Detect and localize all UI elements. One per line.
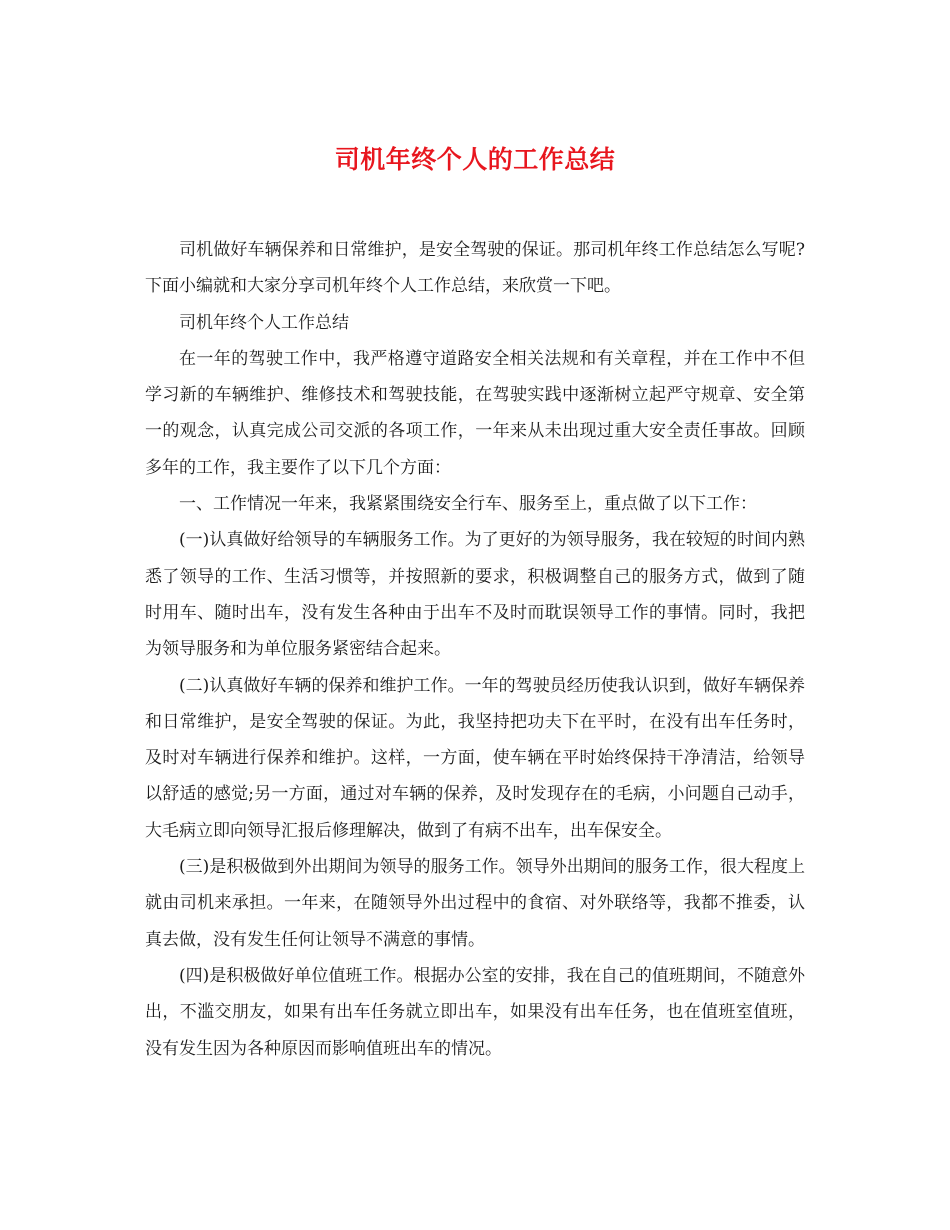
intro-paragraph: 司机做好车辆保养和日常维护，是安全驾驶的保证。那司机年终工作总结怎么写呢?下面小编就和大家分享司机年终个人工作总结，来欣赏一下吧。 [145,240,805,297]
item-three-paragraph: (三)是积极做到外出期间为领导的服务工作。领导外出期间的服务工作，很大程度上就由司机来承担。一年来，在随领导外出过程中的食宿、对外联络等，我都不推委，认真去做，没有发生任何让领导不满意的事情。 [145,857,805,950]
work-situation-paragraph: 一、工作情况一年来，我紧紧围绕安全行车、服务至上，重点做了以下工作： [179,494,757,515]
item-two-paragraph: (二)认真做好车辆的保养和维护工作。一年的驾驶员经历使我认识到，做好车辆保养和日常维护，是安全驾驶的保证。为此，我坚持把功夫下在平时，在没有出车任务时，及时对车辆进行保养和维护。这样，一方面，使车辆在平时始终保持干净清洁，给领导以舒适的感觉;另一方面，通过对车辆的保养，及时发现存在的毛病，小问题自己动手，大毛病立即向领导汇报后修理解决，做到了有病不出车，出车保安全。 [145,675,805,841]
overview-paragraph: 在一年的驾驶工作中，我严格遵守道路安全相关法规和有关章程，并在工作中不但学习新的车辆维护、维修技术和驾驶技能，在驾驶实践中逐渐树立起严守规章、安全第一的观念，认真完成公司交派的各项工作，一年来从未出现过重大安全责任事故。回顾多年的工作，我主要作了以下几个方面： [145,348,805,478]
item-one-paragraph: (一)认真做好给领导的车辆服务工作。为了更好的为领导服务，我在较短的时间内熟悉了领导的工作、生活习惯等，并按照新的要求，积极调整自己的服务方式，做到了随时用车、随时出车，没有发生各种由于出车不及时而耽误领导工作的事情。同时，我把为领导服务和为单位服务紧密结合起来。 [145,530,805,660]
document-body [145,232,805,1067]
document-title: 司机年终个人的工作总结 [334,145,616,174]
section-heading: 司机年终个人工作总结 [179,312,349,333]
item-four-paragraph: (四)是积极做好单位值班工作。根据办公室的安排，我在自己的值班期间，不随意外出，不滥交朋友，如果有出车任务就立即出车，如果没有出车任务，也在值班室值班，没有发生因为各种原因而影响值班出车的情况。 [145,965,805,1059]
